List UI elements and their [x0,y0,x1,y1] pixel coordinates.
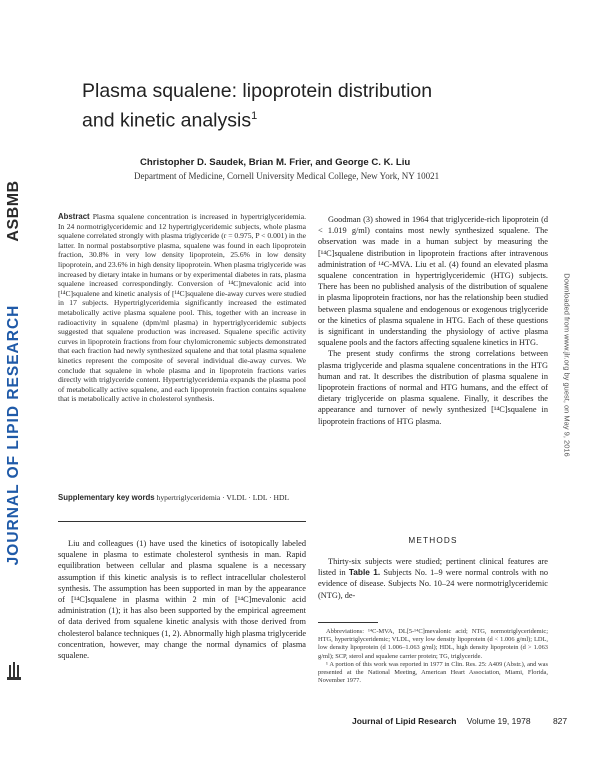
abstract-block [58,212,306,404]
download-notice [560,210,574,520]
methods-heading: METHODS [408,536,458,545]
body-left-column [58,538,306,661]
footnote-divider [318,622,378,623]
keywords-label: Supplementary key words [58,493,155,502]
article-authors: Christopher D. Saudek, Brian M. Frier, and George C. K. Liu [140,157,411,168]
keywords-text: hypertriglyceridemia · VLDL · LDL · HDL [156,493,290,502]
footnote-1: ¹ A portion of this work was reported in 1977 in Clin. Res. 25: A409 (Abstr.), and was presented at the National Meeting, American Heart Association, Miami, Florida, November 1977. [318,660,548,685]
article-affiliation: Department of Medicine, Cornell University Medical College, New York, NY 10021 [134,171,440,181]
asbmb-logo-text: ASBMB [5,180,22,242]
methods-text-b: Subjects No. 1–9 were normal controls with no evidence of disease. Subjects No. 10–24 were normotriglyceridemic (NTG), de- [318,568,548,600]
footer-volume: Volume 19, 1978 [466,716,531,726]
methods-paragraph-1 [318,556,548,601]
footer-page-number: 827 [552,716,568,726]
abstract-divider [58,521,306,522]
footnotes-block [318,628,548,685]
download-notice-text: Downloaded from www.jlr.org by guest, on May 9, 2016 [562,273,572,457]
abstract-label: Abstract [58,212,90,221]
journal-masthead [0,60,28,700]
page-footer [352,716,567,726]
methods-text-a: Thirty-six subjects were studied; pertinent clinical features are listed in [318,557,548,578]
intro-paragraph-1: Liu and colleagues (1) have used the kinetics of isotopically labeled squalene in plasma to estimate cholesterol synthesis in man. Rapid equilibration between cellular and plasma squalene is a necessary assumption if this kinetic analysis is to reflect intracellular cholesterol synthesis. The assumption has been supported in man by the appearance of [¹⁴C]squalene in plasma within 2 min of [¹⁴C]mevalonic acid administration (1); it has also been supported by the empirical agreement of data derived from squalene kinetic analysis with those derived from cholesterol balance techniques (1, 2). Abnormally high plasma triglyceride concentration, however, may change the normal dynamics of plasma squalene. [58,539,306,661]
asbmb-logo [3,156,25,266]
methods-column [318,556,548,601]
journal-name-text: JOURNAL OF LIPID RESEARCH [5,304,22,566]
journal-name-vertical [3,270,25,600]
intro-paragraph-3: The present study confirms the strong correlations between plasma triglyceride and plasma squalene concentrations in the HTG human and rat. It describes the distribution of plasma squalene in lipoprotein fractions of normal and HTG humans, and the effect of dietary triglyceride on plasma squalene. Finally, it describes the appearance and turnover of newly synthesized [¹⁴C]squalene in lipoprotein fractions of HTG plasma. [318,349,548,426]
title-line-2-wrap [82,104,502,134]
body-right-column [318,214,548,427]
table-1-reference[interactable]: Table 1. [348,567,381,578]
footer-journal-name: Journal of Lipid Research [352,716,457,726]
journal-emblem-icon [6,660,22,682]
article-title [82,79,502,134]
abbreviations-footnote: Abbreviations: ¹⁴C-MVA, DL[5-¹⁴C]mevalonic acid; NTG, normotriglyceridemic; HTG, hypertriglyceridemic; VLDL, very low density lipoprotein (d < 1.006 g/ml); LDL, low density lipoprotein (d 1.006–1.063 g/ml); HDL, high density lipoprotein (d > 1.063 g/ml); SCP, sterol and squalene carrier protein; TG, triglyceride. [318,628,548,660]
intro-paragraph-2: Goodman (3) showed in 1964 that triglyceride-rich lipoprotein (d < 1.019 g/ml) contains most newly synthesized squalene. The observation was made in a human subject by measuring the [¹⁴C]squalene distribution in lipoprotein fractions after intravenous administration of ¹⁴C-MVA. Liu et al. (4) found an elevated plasma squalene concentration in hypertriglyceridemic (HTG) subjects. There has been no published analysis of the distribution of squalene in plasma lipoprotein fractions, nor has the relationship been studied between plasma squalene and endogenous or exogenous triglyceride or the kinetics of plasma squalene in HTG. Each of these questions is significant in understanding the physiology of active plasma squalene pools and the factors affecting squalene kinetics in HTG. [318,215,548,348]
keywords-block [58,493,306,503]
title-line-1: Plasma squalene: lipoprotein distribution [82,80,433,102]
title-footnote-mark[interactable]: 1 [251,110,258,122]
title-line-2: and kinetic analysis [82,109,252,132]
abstract-text: Plasma squalene concentration is increased in hypertriglyceridemia. In 24 normotriglyceridemic and 12 hypertriglyceridemic subjects, whole plasma squalene correlated strongly with plasma triglyceride (r = 0.975, P < 0.001) in the latter. In normal postabsorptive plasma, squalene was found in each lipoprotein fraction, 30.8% in very low density lipoprotein, 25.6% in low density lipoprotein, and 23.6% in high density lipoprotein. When plasma triglyceride was increased by dietary intake in humans or by experimental diabetes in rats, plasma squalene increased correspondingly. Conversion of ¹⁴C]mevalonic acid into [¹⁴C]squalene and kinetic analysis of [¹⁴C]squalene die-away curves were studied in 17 subjects. Hypertriglyceridemia significantly increased the estimated metabolically active plasma squalene pool. This, together with an increase in radioactivity in squalene (dpm/ml plasma) in hypertriglyceridemic subjects suggested that squalene production was increased. Squalene specific activity curves in lipoprotein fractions from four chylomicronemic subjects demonstrated that each fraction had newly synthesized squalene and that total plasma squalene kinetics represent the composite of several individual die-away curves. We conclude that squalene in whole plasma and in lipoprotein fractions varies directly with triglyceride content. Hypertriglyceridemia expands the plasma pool of metabolically active squalene, and each lipoprotein fraction contains squalene that is metabolically active in cholesterol synthesis. [58,212,306,404]
